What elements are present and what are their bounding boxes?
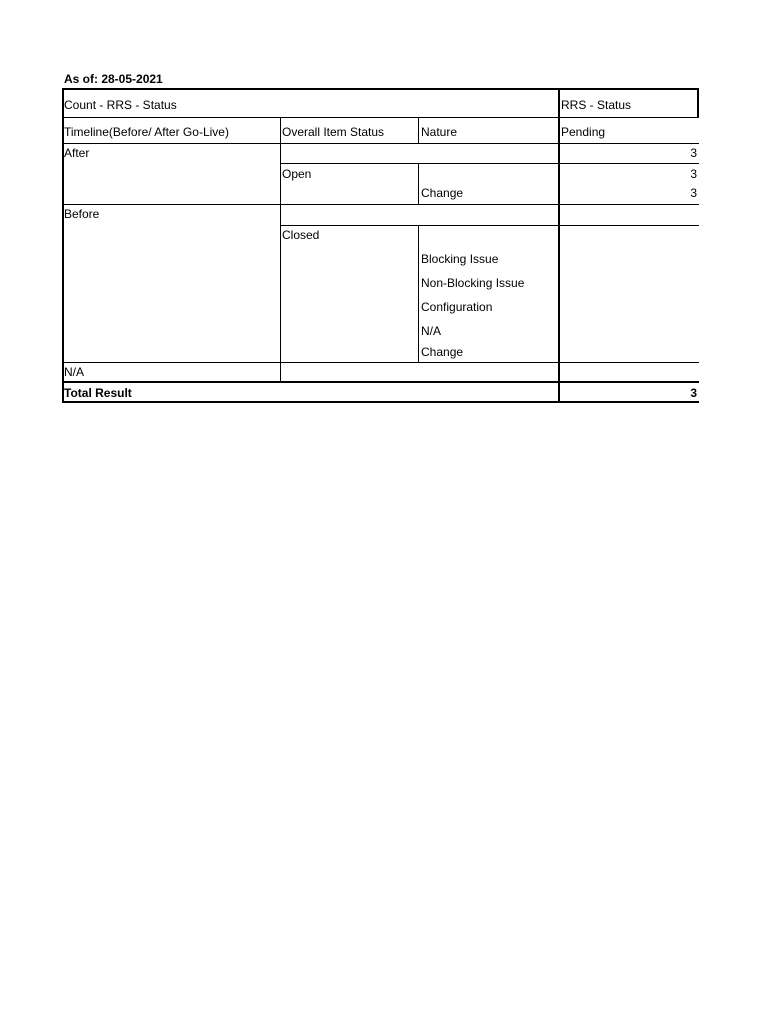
row-divider [62, 204, 699, 205]
row-label-non-blocking-issue: Non-Blocking Issue [421, 276, 525, 290]
row-label-na: N/A [64, 365, 85, 379]
header-nature: Nature [421, 125, 458, 139]
header-overall-status: Overall Item Status [282, 125, 385, 139]
row-label-closed: Closed [282, 228, 320, 242]
row-label-change-closed: Change [421, 345, 464, 359]
row-divider [280, 225, 699, 226]
header-timeline: Timeline(Before/ After Go-Live) [64, 125, 229, 139]
as-of-date: As of: 28-05-2021 [64, 72, 163, 86]
row-label-na-nature: N/A [421, 324, 442, 338]
table-bottom-border [62, 401, 699, 403]
column-divider [280, 117, 281, 382]
header-pending: Pending [561, 125, 606, 139]
row-divider [62, 117, 699, 118]
pivot-title: Count - RRS - Status [64, 98, 177, 112]
value-after: 3 [690, 146, 697, 160]
row-label-after: After [64, 146, 90, 160]
column-divider [418, 225, 419, 362]
table-right-border [697, 88, 699, 117]
row-label-blocking-issue: Blocking Issue [421, 252, 499, 266]
table-top-border [62, 88, 699, 90]
total-result-value: 3 [690, 386, 697, 400]
value-open: 3 [690, 167, 697, 181]
row-label-configuration: Configuration [421, 300, 493, 314]
row-label-change: Change [421, 186, 464, 200]
column-field-label: RRS - Status [561, 98, 632, 112]
total-top-border [62, 381, 699, 383]
total-result-label: Total Result [64, 386, 132, 400]
column-divider [418, 117, 419, 143]
data-column-border [558, 88, 560, 403]
row-label-before: Before [64, 207, 100, 221]
column-divider [418, 163, 419, 204]
row-divider [62, 143, 699, 144]
row-divider [62, 362, 699, 363]
value-change: 3 [690, 186, 697, 200]
row-divider [280, 163, 699, 164]
row-label-open: Open [282, 167, 312, 181]
